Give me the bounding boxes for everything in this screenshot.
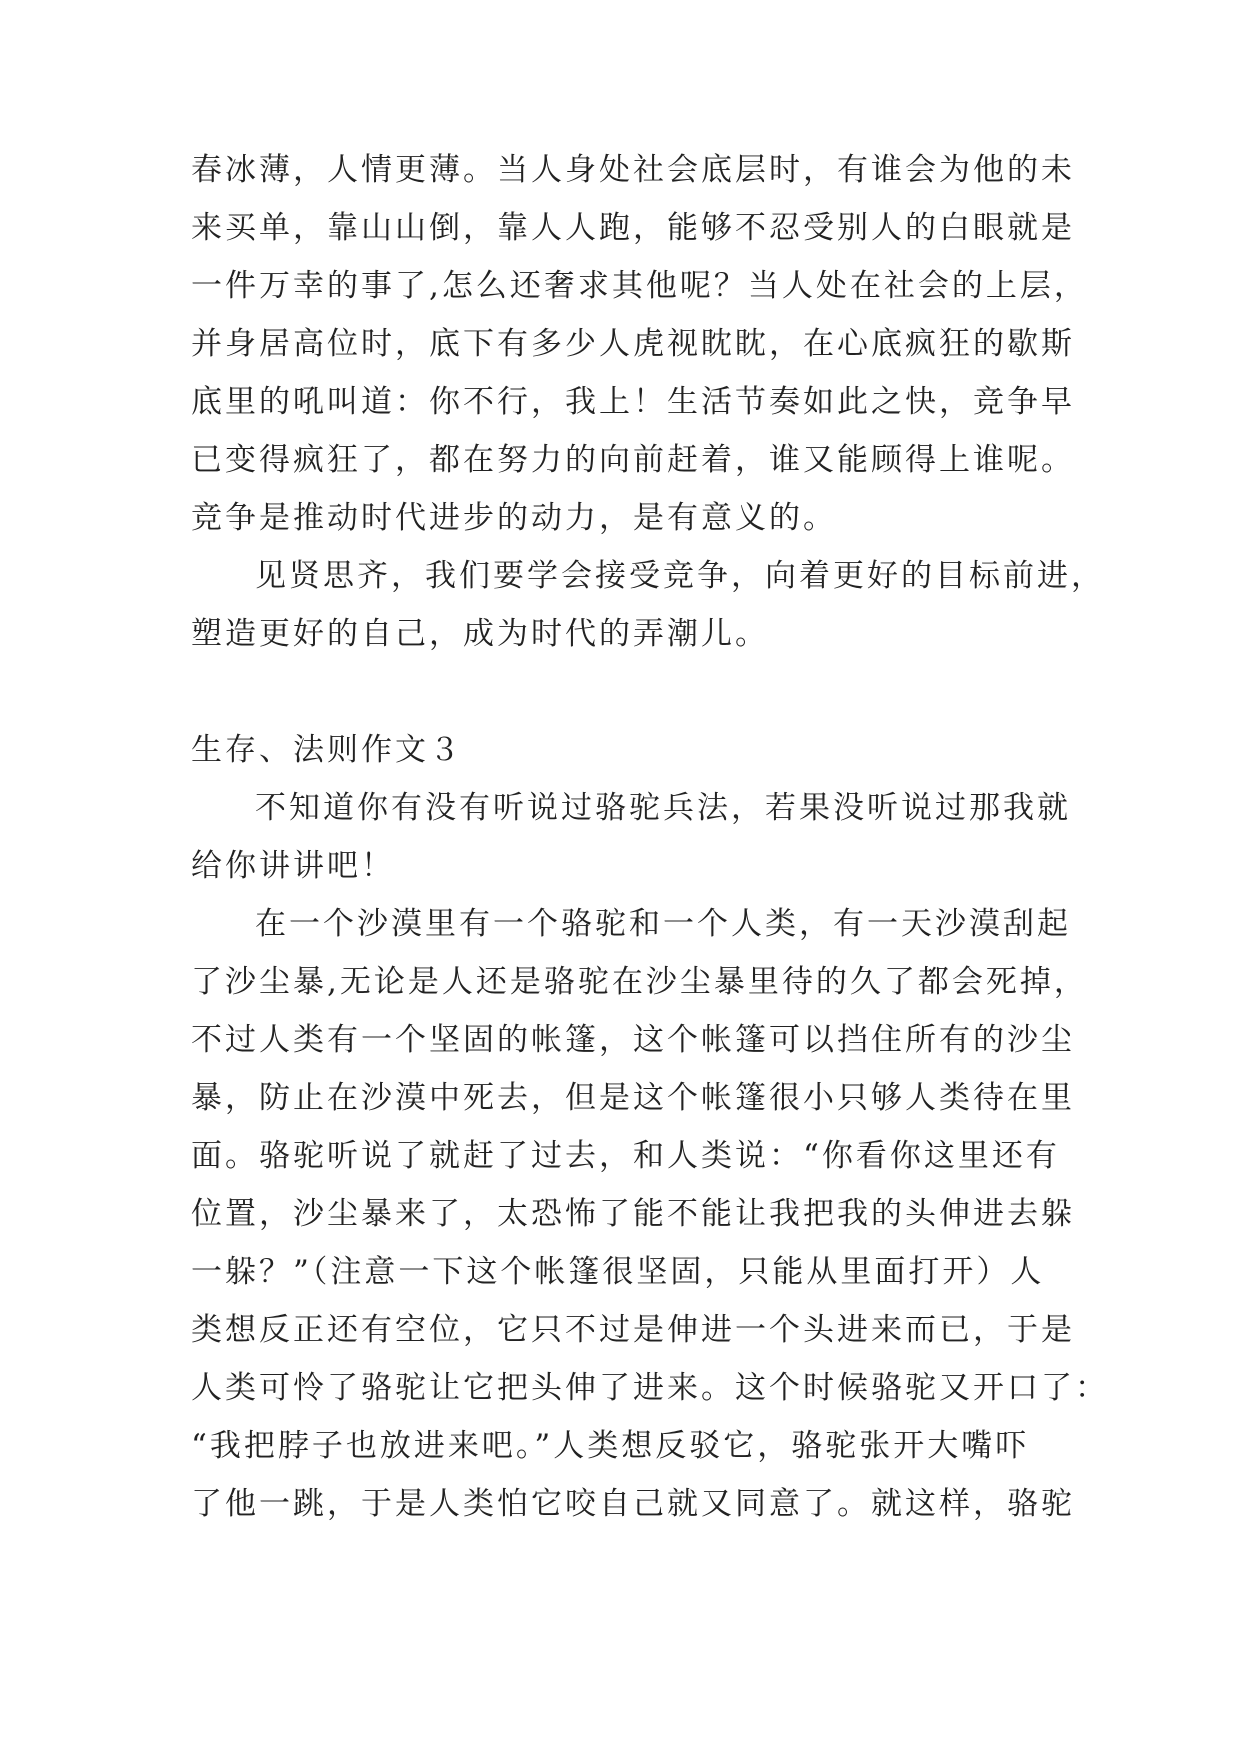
text-line: 来买单，靠山山倒，靠人人跑，能够不忍受别人的白眼就是 (191, 210, 1075, 246)
text-line: 并身居高位时，底下有多少人虎视眈眈，在心底疯狂的歇斯 (191, 326, 1075, 362)
text-line: 在一个沙漠里有一个骆驼和一个人类，有一天沙漠刮起 (255, 906, 1071, 942)
text-line: 塑造更好的自己，成为时代的弄潮儿。 (191, 616, 769, 652)
text-line: 人类可怜了骆驼让它把头伸了进来。这个时候骆驼又开口了： (191, 1370, 1109, 1406)
text-line: 底里的吼叫道：你不行，我上！生活节奏如此之快，竞争早 (191, 384, 1075, 420)
text-line: 位置，沙尘暴来了，太恐怖了能不能让我把我的头伸进去躲 (191, 1196, 1075, 1232)
text-line: 已变得疯狂了，都在努力的向前赶着，谁又能顾得上谁呢。 (191, 442, 1075, 478)
text-line: 见贤思齐，我们要学会接受竞争，向着更好的目标前进， (255, 558, 1105, 594)
text-line: 一躲？”（注意一下这个帐篷很坚固，只能从里面打开）人 (191, 1254, 1045, 1290)
text-line: 不知道你有没有听说过骆驼兵法，若果没听说过那我就 (255, 790, 1071, 826)
text-line: “我把脖子也放进来吧。”人类想反驳它，骆驼张开大嘴吓 (191, 1428, 1030, 1464)
text-line: 给你讲讲吧！ (191, 848, 395, 884)
text-line: 了沙尘暴,无论是人还是骆驼在沙尘暴里待的久了都会死掉， (191, 964, 1088, 1000)
text-line: 暴，防止在沙漠中死去，但是这个帐篷很小只够人类待在里 (191, 1080, 1075, 1116)
text-line: 类想反正还有空位，它只不过是伸进一个头进来而已，于是 (191, 1312, 1075, 1348)
text-line: 不过人类有一个坚固的帐篷，这个帐篷可以挡住所有的沙尘 (191, 1022, 1075, 1058)
text-line: 春冰薄，人情更薄。当人身处社会底层时，有谁会为他的未 (191, 152, 1075, 188)
text-line: 一件万幸的事了,怎么还奢求其他呢？当人处在社会的上层， (191, 268, 1088, 304)
section-title: 生存、法则作文３ (191, 732, 463, 768)
text-line: 面。骆驼听说了就赶了过去，和人类说：“你看你这里还有 (191, 1138, 1060, 1174)
text-line: 了他一跳，于是人类怕它咬自己就又同意了。就这样，骆驼 (191, 1486, 1075, 1522)
text-line: 竞争是推动时代进步的动力，是有意义的。 (191, 500, 837, 536)
